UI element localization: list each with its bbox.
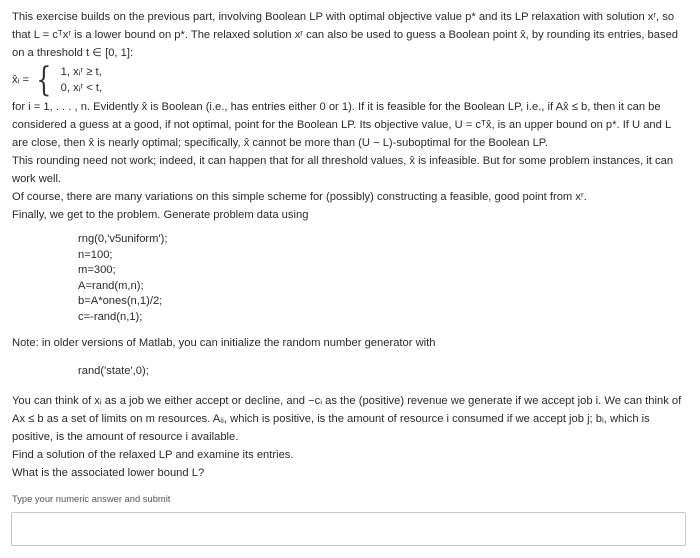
code-line: b=A*ones(n,1)/2; [78,295,163,308]
matlab-note: Note: in older versions of Matlab, you can initialize the random number generator with [12,336,436,349]
code-line: m=300; [78,264,116,277]
problem-statement [12,8,688,482]
code-line: rng(0,'v5uniform'); [78,233,168,245]
code-line: n=100; [78,248,113,261]
task-instruction: Find a solution of the relaxed LP and examine its entries. [12,448,294,461]
rounding-explanation: for i = 1, . . . , n. Evidently x̂ is Boolean (i.e., has entries either 0 or 1). If it is feasible for the Boolean LP, i.e., if Ax̂ ≤ b, then it can be considered a guess at a good, if not optimal, point for the Boolean LP. Its objective value, U = cᵀx̂, is an upper bound on p*. If U and L are close, then x̂ is nearly optimal; specifically, x̂ cannot be more than (U − L)-suboptimal for the Boolean LP. [12,101,671,149]
question: What is the associated lower bound L? [12,466,205,479]
rounding-caveat: This rounding need not work; indeed, it can happen that for all threshold values, x̂ is infeasible. But for some problem instances, it can work well. [12,155,674,185]
intro-paragraph: This exercise builds on the previous part, involving Boolean LP with optimal objective value p* and its LP relaxation with solution xʳ, so that L = cᵀxʳ is a lower bound on p*. The relaxed solution xʳ can also be used to guess a Boolean point x̂, by rounding its entries, based on a threshold t ∈ [0, 1]: [12,11,679,59]
rounding-definition [12,62,688,98]
case-zero: 0, xᵢʳ < t, [60,82,103,94]
answer-input[interactable] [11,512,686,546]
problem-intro: Finally, we get to the problem. Generate problem data using [12,209,309,221]
rounding-cases [61,64,102,96]
rounding-lhs: x̂ᵢ = [12,74,29,86]
case-one: 1, xᵢʳ ≥ t, [60,66,102,78]
job-interpretation: You can think of xᵢ as a job we either accept or decline, and −cᵢ as the (positive) revenue we generate if we accept job i. We can think of Ax ≤ b as a set of limits on m resources. Aᵢⱼ, which is positive, is the amount of resource i consumed if we accept job j; bᵢ, which is positive, is the amount of resource i available. [12,394,682,443]
variations-paragraph: Of course, there are many variations on this simple scheme for (possibly) constructing a feasible, good point from xʳ. [12,191,587,203]
code-line-old-matlab: rand('state',0); [78,364,149,377]
code-line: c=-rand(n,1); [78,310,143,323]
code-line: A=rand(m,n); [78,279,144,292]
code-block [78,232,688,326]
brace-symbol: { [36,60,52,100]
answer-label: Type your numeric answer and submit [12,493,171,504]
